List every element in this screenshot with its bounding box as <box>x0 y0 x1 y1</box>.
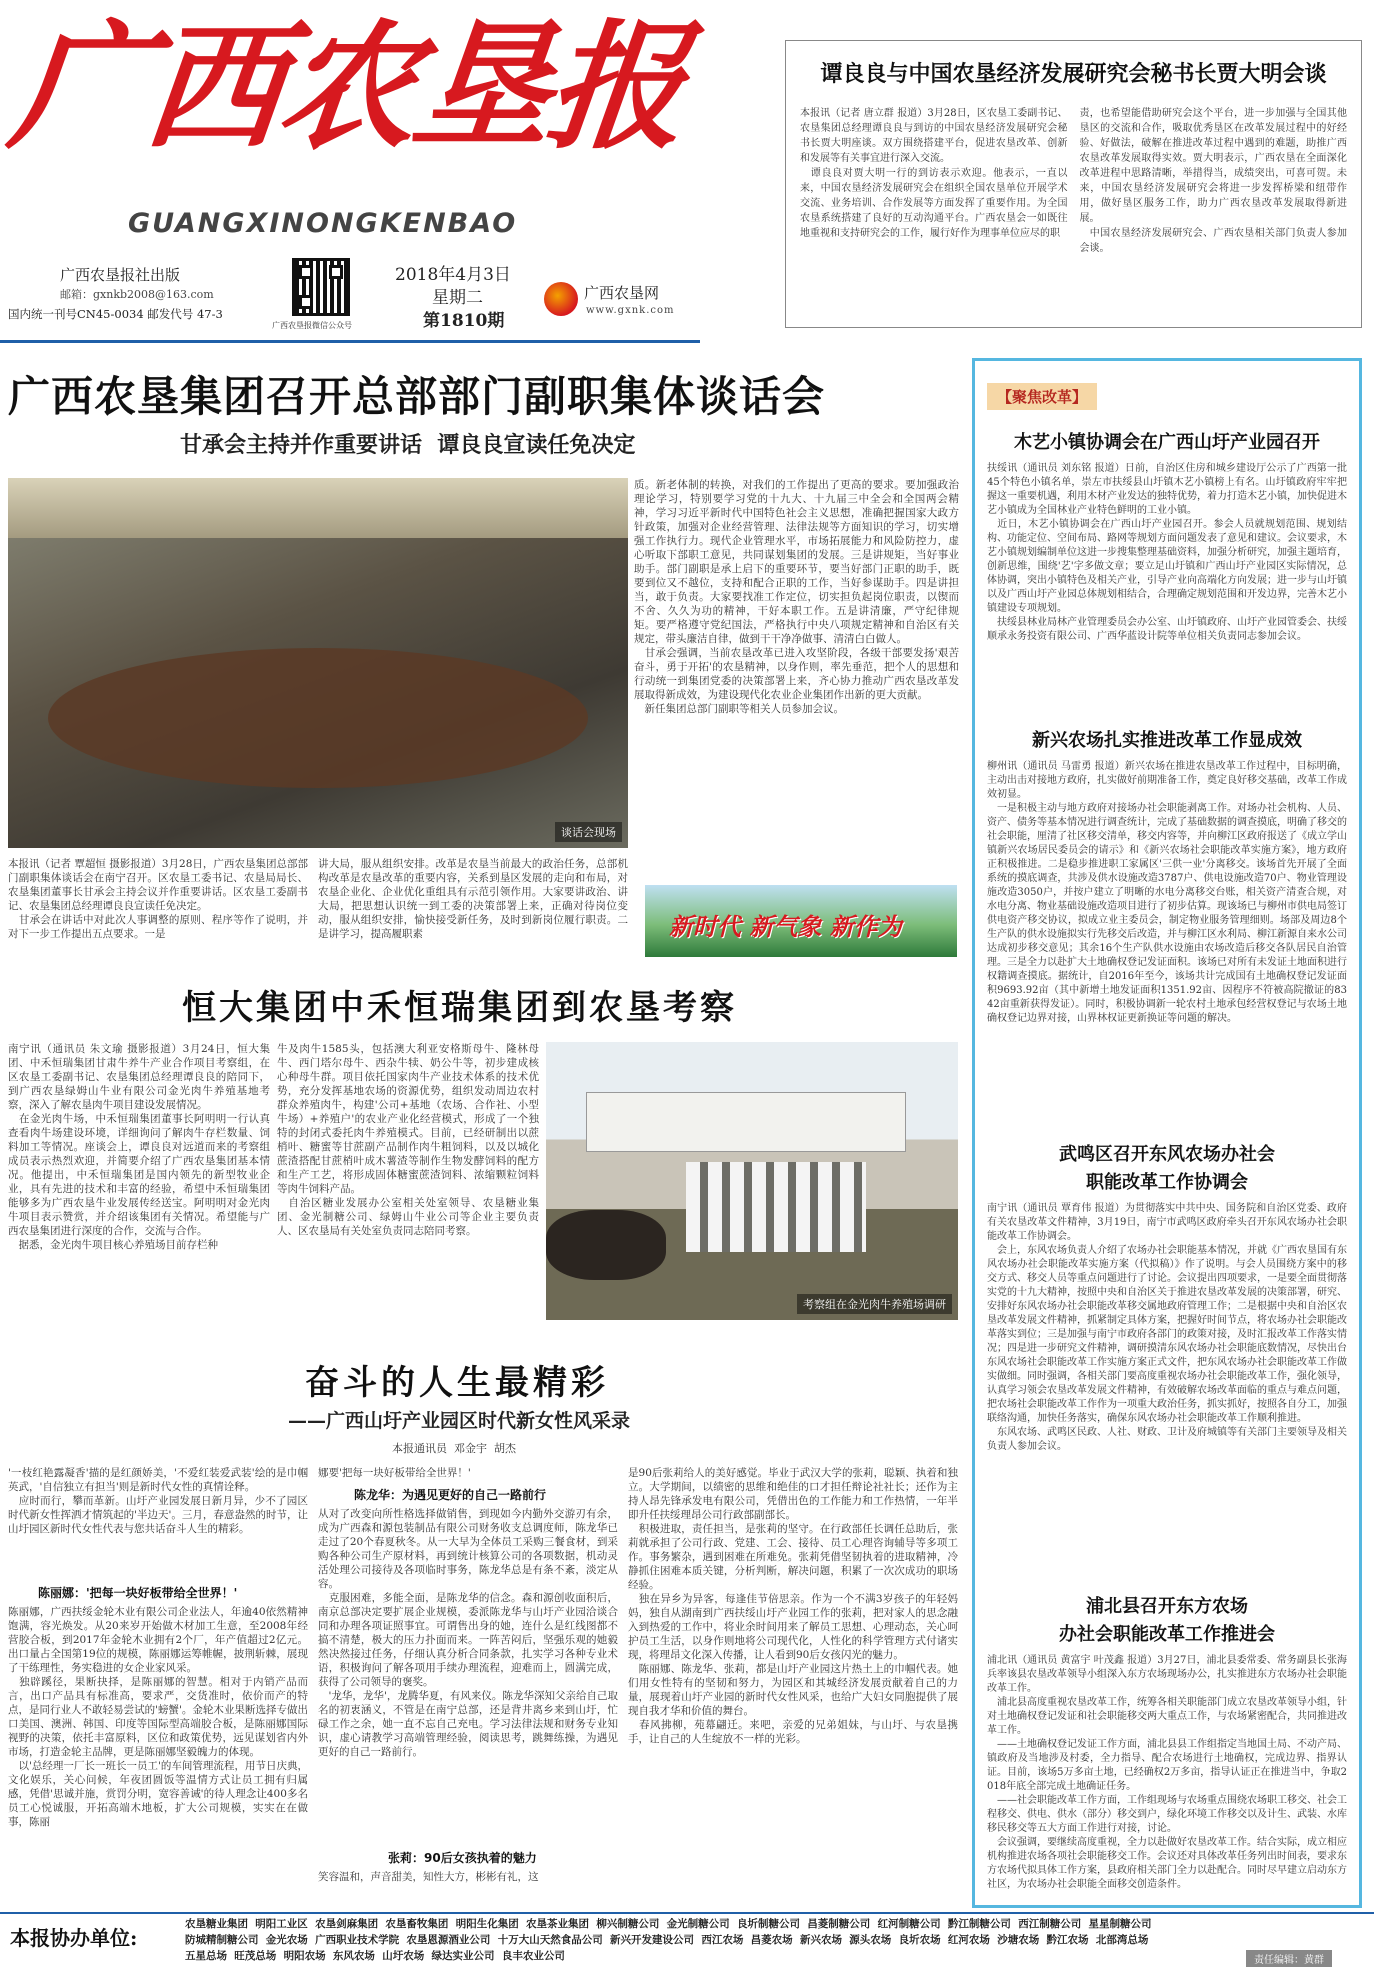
second-headline: 恒大集团中禾恒瑞集团到农垦考察 <box>182 988 737 1028</box>
site-url[interactable]: www.gxnk.com <box>586 305 675 316</box>
top-right-col2: 责，也希望能借助研究会这个平台，进一步加强与全国其他垦区的交流和合作，吸取优秀垦区在改革发展过程中的好经验、好做法，破解在推进改革过程中遇到的难题，助推广西农垦改革发展取得实效。贾大明表示，广西农垦在全面深化改革进程中思路清晰，举措得当，成绩突出，可喜可贺。未来，中国农垦经济发展研究会将进一步发挥桥梁和纽带作用，做好垦区服务工作，助力广西农垦改革发展取得新进展。 中国农垦经济发展研究会、广西农垦相关部门负责人参加会谈。 <box>1079 108 1347 254</box>
banner-new-era <box>645 885 957 957</box>
sidebar-box <box>972 358 1362 1908</box>
footer-editor: 责任编辑：黄群 <box>1246 1950 1332 1967</box>
footer-row2: 防城精制糖公司 金光农场 广西职业技术学院 农垦恩源酒业公司 十万大山天然食品公司 新兴开发建设公司 西江农场 昌菱农场 新兴农场 源头农场 良圻农场 红河农场 沙塘农场 黔江农场 北部湾总场 <box>185 1934 1149 1946</box>
issue-weekday: 星期二 <box>432 288 483 308</box>
issn-code: 国内统一刊号CN45-0034 邮发代号 47-3 <box>8 307 223 321</box>
masthead-pinyin: GUANGXINONGKENBAO <box>128 208 518 239</box>
lead-subhead: 甘承会主持并作重要讲话 谭良良宣读任免决定 <box>180 432 636 458</box>
masthead-title: 广西农垦报 <box>3 5 691 168</box>
qr-code <box>292 258 350 316</box>
feature-col2-body2: 笑容温和，声音甜美，知性大方，彬彬有礼，这 <box>318 1871 539 1883</box>
sidebar-a4-headline-line2: 办社会职能改革工作推进会 <box>1059 1624 1275 1645</box>
footer-label: 本报协办单位: <box>10 1926 138 1950</box>
sidebar-a3-headline-line1: 武鸣区召开东风农场办社会 <box>1059 1144 1275 1165</box>
feature-col2 <box>318 1466 618 1906</box>
footer-rule <box>0 1912 1374 1914</box>
feature-col2-subhead: 陈龙华：为遇见更好的自己一路前行 <box>354 1488 547 1502</box>
feature-col1 <box>8 1466 308 1906</box>
feature-col1-body: 陈丽娜，广西扶绥金轮木业有限公司企业法人，年逾40依然精神饱满，容光焕发。从20来岁开始做木材加工生意，至2008年经营胶合板，到2017年金轮木业拥有2个厂，年产值超过2亿元。出口量占全国第19位的规模，陈丽娜运筹帷幄，披荆斩棘，展现了干练理性，务实稳进的女企业家风采。 独辟蹊径，果断抉择，是陈丽娜的智慧。相对于内销产品而言，出口产品具有标准高，要求严，交货准时，依价而产的特点，是同行业人不敢轻易尝试的'螃蟹'。金轮木业果断选择专做出口美国、澳洲、韩国、印度等国际型高端胶合板，是陈丽娜国际视野的决策，依托丰富原料，区位和政策优势，远见谋划省内外市场，打造金轮主品牌，更是陈丽娜坚毅魄力的体现。 以'总经理一厂长一班长一员工'的车间管理流程，用节日庆典，文化娱乐，关心问候，年夜团圆饭等温情方式让员工拥有归属感，凭借'思诚并施，赏罚分明，宽容善诫'的待人理念让400多名员工心悦诚服，开拓高端木地板，扩大公司规模，实实在在做事，陈丽 <box>8 1606 308 1828</box>
lead-photo-caption: 谈话会现场 <box>555 822 622 842</box>
sidebar-tag: 【聚焦改革】 <box>987 383 1097 410</box>
lead-text-below: 本报讯（记者 覃超恒 摄影报道）3月28日，广西农垦集团总部部门副职集体谈话会在南宁召开。区农垦工委书记、农垦局局长、农垦集团董事长甘承会主持会议并作重要讲话。区农垦工委副书记、农垦集团总经理谭良良宣读任免决定。 甘承会在讲话中对此次人事调整的原则、程序等作了说明，并对下一步工作提出五点要求。一是 <box>8 858 308 940</box>
email: 邮箱：gxnkb2008@163.com <box>60 288 214 301</box>
sidebar-a3-headline-line2: 职能改革工作协调会 <box>1086 1172 1248 1193</box>
sidebar-a2-headline: 新兴农场扎实推进改革工作显成效 <box>1032 730 1302 751</box>
site-logo-icon <box>544 282 578 316</box>
lead-headline: 广西农垦集团召开总部部门副职集体谈话会 <box>8 372 826 421</box>
top-right-box <box>785 40 1362 328</box>
feature-col1-intro: '一枝红艳露凝香'描的是红颜娇美，'不爱红装爱武装'绘的是巾帼英武，'自信独立有担当'则是新时代女性的真情诠释。 应时而行，攀而革新。山圩产业园发展日新月异，少不了园区时代新女性挥洒才情筑起的'半边天'。三月，春意盎然的时节，让山圩园区新时代女性代表与您共话奋斗人生的精彩。 <box>8 1467 308 1535</box>
lead-text-right: 质。新老体制的转换，对我们的工作提出了更高的要求。要加强政治理论学习，特别要学习党的十九大、十九届三中全会和全国两会精神，学习习近平新时代中国特色社会主义思想，准确把握国家大政方针政策，加强对企业经营管理、法律法规等方面知识的学习，切实增强工作执行力。现代企业管理水平，市场拓展能力和风险防控力，虚心听取下部职工意见，共同谋划集团的发展。三是讲规矩，当好事业助手。部门副职是承上启下的重要环节，要当好部门正职的助手，既要到位又不越位，支持和配合正职的工作，当好参谋助手。四是讲担当，敢于负责。大家要找准工作定位，切实担负起岗位职责，以锲而不舍、久久为功的精神，干好本职工作。五是讲清廉，严守纪律规矩。要严格遵守党纪国法，严格执行中央八项规定精神和自治区有关规定，带头廉洁自律，做到干干净净做事、清清白白做人。 甘承会强调，当前农垦改革已进入攻坚阶段，各级干部要发扬'艰苦奋斗，勇于开拓'的农垦精神，以身作则，率先垂范，把个人的思想和行动统一到集团党委的决策部署上来，齐心协力推动广西农垦改革发展取得新成效，为建设现代化农业企业集团作出新的更大贡献。 新任集团总部门副职等相关人员参加会议。 <box>634 479 959 715</box>
publisher: 广西农垦报社出版 <box>60 266 181 284</box>
sidebar-a4-headline-line1: 浦北县召开东方农场 <box>1086 1596 1248 1617</box>
second-col1: 南宁讯（通讯员 朱文瑜 摄影报道）3月24日，恒大集团、中禾恒瑞集团甘肃牛养牛产业合作项目考察组，在区农垦工委副书记、农垦集团总经理谭良良的陪同下，到广西农垦绿姆山牛业有限公司金光肉牛养殖基地考察，深入了解农垦肉牛项目建设发展情况。 在金光肉牛场，中禾恒瑞集团董事长阿明明一行认真查看肉牛场建设环境，详细询问了解肉牛存栏数量、饲料加工等情况。座谈会上，谭良良对远道而来的考察组成员表示热烈欢迎，并简要介绍了广西农垦集团基本情况。他提出，中禾恒瑞集团是国内领先的新型牧业企业，具有先进的技术和丰富的经验，希望中禾恒瑞集团能够多为广西农垦牛业发展传经送宝。阿明明对金光肉牛项目表示赞赏，并介绍该集团有关情况。希望能与广西农垦集团进行深度的合作，交流与合作。 据悉，金光肉牛项目核心养殖场目前存栏种 <box>8 1043 270 1251</box>
second-col2: 牛及肉牛1585头，包括澳大利亚安格斯母牛、隆林母牛、西门塔尔母牛、西杂牛犊、奶公牛等，初步建成核心种母牛群。项目依托国家肉牛产业技术体系的技术优势，充分发挥基地农场的资源优势，组织发动周边农村群众养殖肉牛，构建'公司+基地（农场、合作社、小型牛场）+养殖户'的农业产业化经营模式，形成了一个独特的封闭式委托肉牛养殖模式。目前，已经研制出以蔗梢叶、糖蜜等甘蔗副产品制作肉牛粗饲料，以及以城化蔗渣搭配甘蔗梢叶成木薯渣等制作生物发酵饲料的配方和生产工艺，将形成固体糖蜜蔗渣饲料、浓缩颗粒饲料等肉牛饲料产品。 自治区糖业发展办公室相关处室领导、农垦糖业集团、金光制糖公司、绿姆山牛业公司等企业主要负责人、区农垦局有关处室负责同志陪同考察。 <box>277 1043 539 1237</box>
banner-text: 新时代 新气象 新作为 <box>669 913 902 941</box>
sidebar-a4-text: 浦北讯（通讯员 黄富宇 叶茂鑫 报道）3月27日，浦北县委常委、常务副县长张海兵率该县农垦改革领导小组深入东方农场现场办公，扎实推进东方农场办社会职能改革工作。 浦北县高度重视农垦改革工作，统筹各相关职能部门成立农垦改革领导小组，针对土地确权登记发证和社会职能移交两大重点工作，与农场紧密配合，共同推进改革工作。 ——土地确权登记发证工作方面，浦北县县工作组指定当地国土局、不动产局、镇政府及当地涉及村委，全力指导、配合农场进行土地确权，完成边界、指界认证。目前，该场5万多亩土地，已经确权2万多亩，指导认证正在推进当中，争取2018年底全部完成土地确证任务。 ——社会职能改革工作方面，工作组现场与农场重点围绕农场职工移交、社会工程移交、供电、供水（部分）移交到户，绿化环境工作移交以及计生、武装、水库移民移交等五大方面工作进行对接，讨论。 会议强调，要继续高度重视，全力以赴做好农垦改革工作。结合实际，成立相应机构推进农场各项社会职能移交工作。会议还对具体改革任务列出时间表，要求东方农场代拟具体工作方案，县政府相关部门全力以赴配合。同时尽早建立启动东方社区，为农场办社会职能全面移交创造条件。 <box>987 1655 1347 1890</box>
sidebar-a1-headline: 木艺小镇协调会在广西山圩产业园召开 <box>1014 432 1320 453</box>
qr-label: 广西农垦报微信公众号 <box>272 321 352 330</box>
footer-row3: 五星总场 旺茂总场 明阳农场 东风农场 山圩农场 绿达实业公司 良丰农业公司 <box>185 1950 565 1962</box>
sidebar-a3-text: 南宁讯（通讯员 覃育伟 报道）为贯彻落实中共中央、国务院和自治区党委、政府有关农垦改革文件精神，3月19日，南宁市武鸣区政府牵头召开东风农场办社会职能改革工作协调会。 会上，东风农场负责人介绍了农场办社会职能基本情况，并就《广西农垦国有东风农场办社会职能改革实施方案（代拟稿）》作了说明。与会人员围绕方案中的移交方式、移交人员等重点问题进行了讨论。会议提出四项要求，一是要全面贯彻落实党的十九大精神，按照中央和自治区关于推进农垦改革发展的决策部署，研究、安排好东风农场办社会职能改革移交属地政府管理工作；二是根据中央和自治区农垦改革发展文件精神，抓紧制定具体方案，把握好时间节点，将农场办社会职能改革落实到位；三是加强与南宁市政府各部门的政策对接，及时汇报改革工作落实情况；四是进一步研究文件精神，调研摸清东风农场办社会职能底数情况，尽快出台东风农场社会职能改革工作实施方案正式文件，把东风农场办社会职能改革工作做实做细。同时强调，各相关部门要高度重视农场办社会职能改革工作，强化领导，认真学习领会农垦改革发展文件精神，有效破解农场改革面临的重点与难点问题，把农场社会职能改革工作作为一项重大政治任务，抓实抓好，按照各自分工，加强联络沟通，加快任务落实，确保东风农场办社会职能改革工作顺利推进。 东风农场、武鸣区民政、人社、财政、卫计及府城镇等有关部门主要领导及相关负责人参加会议。 <box>987 1203 1347 1452</box>
masthead <box>0 0 785 331</box>
lead-photo <box>8 478 628 848</box>
footer-row1: 农垦糖业集团 明阳工业区 农垦剑麻集团 农垦畜牧集团 明阳生化集团 农垦茶业集团 柳兴制糖公司 金光制糖公司 良圻制糖公司 昌菱制糖公司 红河制糖公司 黔江制糖公司 西江制糖公司 星星制糖公司 <box>185 1918 1152 1930</box>
issue-date: 2018年4月3日 <box>395 265 511 285</box>
feature-col2-body: 从对了改变向所性格选择做销售，到现如今内勤外交游刃有余，成为广西森和源包装制品有限公司财务收支总调度师，陈龙华已走过了20个春夏秋冬。从一大早为全体员工采购三餐食材，到采购各种公司生产原材料，再到统计核算公司的各项数据，机动灵活处理公司接待及各项临时事务，陈龙华总是有条不紊，淡定从容。 克服困难，多能全面，是陈龙华的信念。森和源创收面积后，南京总部决定要扩展企业规模，委派陈龙华与山圩产业园洽谈合同和办理各项证照事宜。可谓售出身的她，连什么是红线图都不搞不清楚，极大的压力扑面而来。一阵苦闷后，坚强乐观的她毅然决然接过任务，仔细认真分析合同条款，扎实学习各种专业术语，积极询问了解各项用手续办理流程，迎难而上，圆满完成，获得了公司领导的褒奖。 '龙华，龙华'，龙腾华夏，有风来仪。陈龙华深知父亲给自己取名的初衷涵义，不管是在南宁总部，还是背井离乡来到山圩，忙碌工作之余，她一直不忘自己充电。学习法律法规和财务专业知识，虚心请教学习高端管理经验，阅读思考，跳舞练操，为遇见更好的自己一路前行。 <box>318 1508 618 1758</box>
top-right-col1: 本报讯（记者 唐立群 报道）3月28日，区农垦工委副书记、农垦集团总经理谭良良与到访的中国农垦经济发展研究会秘书长贾大明座谈。双方围绕搭建平台，促进农垦改革、创新和发展等有关事宜进行深入交流。 谭良良对贾大明一行的到访表示欢迎。他表示，一直以来，中国农垦经济发展研究会在组织全国农垦单位开展学术交流、业务培训、合作发展等方面发挥了重要作用。为全国农垦系统搭建了良好的互动沟通平台。广西农垦会一如既往地重视和支持研究会的工作，履行好作为理事单位应尽的职 <box>800 108 1068 239</box>
sidebar-a1-text: 扶绥讯（通讯员 刘东铭 报道）日前，自治区住房和城乡建设厅公示了广西第一批45个特色小镇名单，崇左市扶绥县山圩镇木艺小镇榜上有名。山圩镇政府牢牢把握这一重要机遇，利用木材产业发达的独特优势，着力打造木艺小镇，加快促进木艺小镇成为全国林业产业特色鲜明的工业小镇。 近日，木艺小镇协调会在广西山圩产业园召开。参会人员就规划范围、规划结构、功能定位、空间布局、路网等规划方面问题发表了意见和建议。会议要求，木艺小镇规划编制单位这进一步搜集整理基础资料，加强分析研究，加强主题培育，创新思维，围绕'艺'字多做文章；要立足山圩镇和广西山圩产业园区实际情况，总体协调，突出小镇特色及相关产业，引导产业向高端化方向发展；进一步与山圩镇以及广西山圩产业园总体规划相结合，合理确定规划范围和开发边界，完善木艺小镇建设专项规划。 扶绥县林业局林产业管理委员会办公室、山圩镇政府、山圩产业园管委会、扶绥顺承永务投资有限公司、广西华蓝设计院等单位相关负责同志参加会议。 <box>987 463 1347 642</box>
feature-col2-lead: 娜要'把每一块好板带给全世界！' <box>318 1467 471 1479</box>
feature-subhead: ——广西山圩产业园区时代新女性风采录 <box>288 1410 631 1432</box>
feature-byline: 本报通讯员 邓金宇 胡杰 <box>392 1442 516 1455</box>
site-name[interactable]: 广西农垦网 <box>584 284 660 302</box>
feature-col1-subhead: 陈丽娜：'把每一块好板带给全世界！' <box>38 1586 238 1600</box>
sidebar-a2-text: 柳州讯（通讯员 马雷勇 报道）新兴农场在推进农垦改革工作过程中，目标明确，主动出击对接地方政府，扎实做好前期准备工作，奠定良好移交基础，改革工作成效初显。 一是积极主动与地方政府对接场办社会职能剥离工作。对场办社会机构、人员、资产、债务等基本情况进行调查统计，完成了基础数据的调查摸底，明确了移交的社会职能，厘清了社区移交清单，移交内容等，并向柳江区政府报送了《成立学山镇新兴农场居民委员会的请示》和《新兴农场社会职能改革实施方案》，地方政府正积极推进。二是稳步推进职工家属区'三供一业'分离移交。该场首先开展了全面系统的摸底调查，共涉及供水设施改造3787户、供电设施改造70户、物业管理设施改造3050户，并按户建立了明晰的水电分离移交台账，相关资产清查合规，对水电分离、物业基础设施改造项目进行了初步估算。现该场已与柳州市供电局签订供电资产移交协议，拟成立业主委员会，制定物业服务管理细则。场部及周边8个生产队的供水设施拟实行先移交后改造，并与柳江区水利局、柳江新源自来水公司达成初步移交意见；其余16个生产队供水设施由农场改造后移交各队居民自治管理。三是全力以赴扩大土地确权登记发证面积。该场已对所有未发证土地面积进行权籍调查摸底。据统计，自2016年至今，该场共计完成国有土地确权登记发证面积9693.92亩（其中新增土地发证面积1351.92亩、因程序不符被高院撤证的8342亩重新获得发证）。同时，积极协调新一轮农村土地承包经营权登记与农场土地确权登记边界对接，山界林权证更新换证等问题的解决。 <box>987 761 1347 1024</box>
second-photo <box>546 1042 958 1320</box>
feature-col2-subhead2: 张莉：90后女孩执着的魅力 <box>388 1851 537 1865</box>
second-photo-caption: 考察组在金光肉牛养殖场调研 <box>797 1294 952 1314</box>
masthead-rule <box>0 340 700 343</box>
top-right-headline: 谭良良与中国农垦经济发展研究会秘书长贾大明会谈 <box>820 61 1327 87</box>
feature-col3: 是90后张莉给人的美好感觉。毕业于武汉大学的张莉，聪颖、执着和独立。大学期间，以绩密的思维和绝佳的口才担任辩论社社长；还作为主持人昂先锋承发电有限公司，凭借出色的工作能力和工作热情，一年半即升任扶绥理昂公司行政部副部长。 积极进取，责任担当，是张莉的坚守。在行政部任长调任总助后，张莉就承担了公司行政、党建、工会、接待、员工心理咨询辅导等多项工作。事务繁杂，遇到困难在所难免。张莉凭借坚韧执着的进取精神，冷静抓住困难本质关键，分析判断，解决问题，积累了一次次成功的职场经验。 独在异乡为异客，每逢佳节倍思亲。作为一个不满3岁孩子的年轻妈妈，独自从湖南到广西扶绥山圩产业园工作的张莉，把对家人的思念融入到热爱的工作中，将业余时间用来了解员工思想、心理动态，关心呵护员工生活，以身作则地将公司现代化，人性化的科学管理方式付诸实现，将理昂文化深入传播，让人看到90后女孩闪光的魅力。 陈丽娜、陈龙华、张莉，都是山圩产业园这片热土上的巾帼代表。她们用女性特有的坚韧和努力，为园区和其城经济发展贡献着自己的力量，展现着山圩产业园的新时代女性风采，也给广大妇女同胞提供了展现自我才华和价值的舞台。 春风拂柳，苑幕翩迁。来吧，亲爱的兄弟姐妹，与山圩、与农垦携手，让自己的人生绽放不一样的光彩。 <box>628 1467 958 1745</box>
lead-text-below2: 讲大局，服从组织安排。改革是农垦当前最大的政治任务，总部机构改革是农垦改革的重要内容，关系到垦区发展的走向和布局，对农垦企业化、企业优化重组具有示范引领作用。大家要讲政治、讲大局，把思想认识统一到工委的决策部署上来，正确对待岗位变动，服从组织安排，愉快接受新任务，及时到新岗位履行职责。二是讲学习，提高履职素 <box>318 858 628 940</box>
issue-number: 第1810期 <box>423 311 505 331</box>
feature-headline: 奋斗的人生最精彩 <box>305 1363 609 1403</box>
